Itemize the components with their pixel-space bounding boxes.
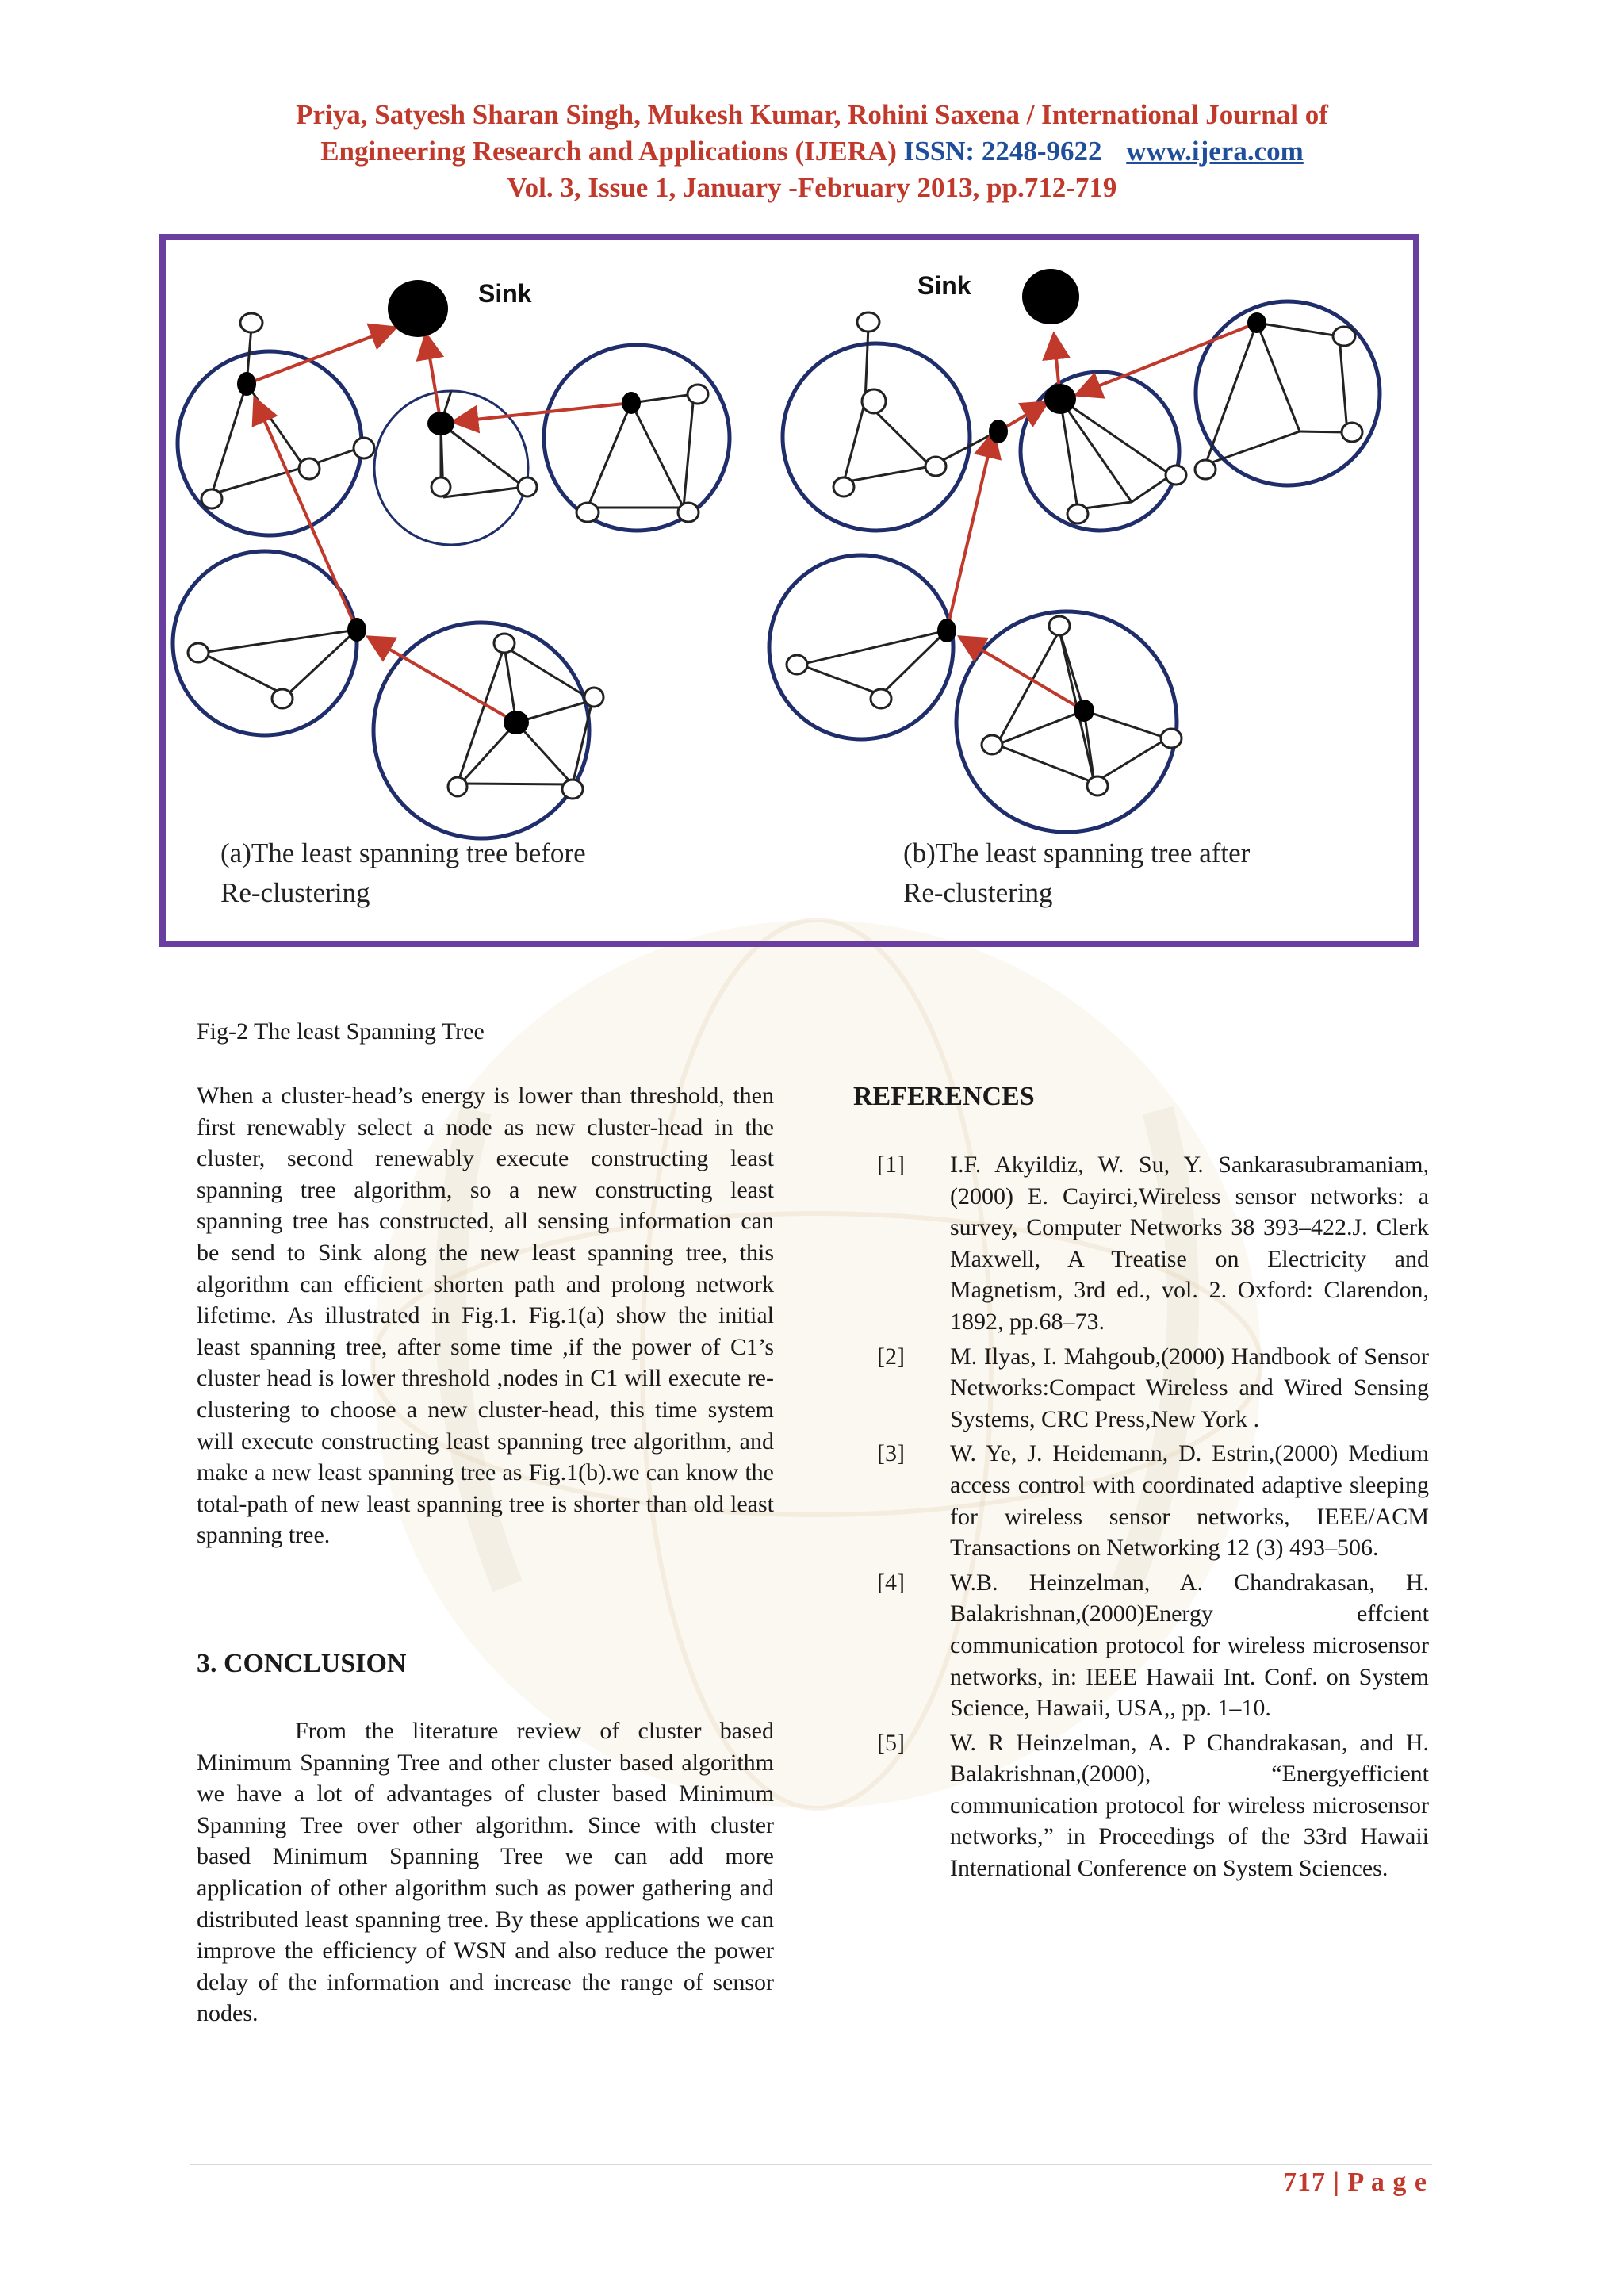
reference-number: [5]: [877, 1729, 905, 1756]
running-header: [0, 97, 1624, 206]
header-authors: Priya, Satyesh Sharan Singh, Mukesh Kumar, Rohini Saxena / International Journal of: [296, 99, 1328, 130]
cluster-circle: [956, 611, 1177, 832]
sink-label-a: Sink: [478, 279, 532, 308]
cluster-head-node: [1074, 700, 1094, 722]
reference-list: [877, 1149, 1429, 1888]
reference-number: [1]: [877, 1152, 905, 1178]
cluster-head-node: [937, 619, 956, 642]
body-paragraph: [197, 1080, 774, 1551]
cluster-head-node: [504, 711, 529, 734]
figure-2-box: [159, 234, 1419, 947]
figure-caption: Fig-2 The least Spanning Tree: [197, 1018, 485, 1045]
cluster-head-node: [989, 420, 1008, 443]
conclusion-heading: 3. CONCLUSION: [197, 1649, 407, 1678]
reference-number: [3]: [877, 1440, 905, 1467]
reference-text: W. Ye, J. Heidemann, D. Estrin,(2000) Medium access control with coordinated adaptive sleeping for wireless sensor networks, IEEE/ACM Transactions on Networking 12 (3) 493–506.: [950, 1440, 1429, 1562]
references-heading: REFERENCES: [853, 1082, 1035, 1111]
conclusion-paragraph: From the literature review of cluster based Minimum Spanning Tree and other cluster based algorithm we have a lot of advantages of cluster based Minimum Spanning Tree over other algorithm. Since with cluster based Minimum Spanning Tree we can add more application of other algorithm such as power gathering and distributed least spanning tree. By these applications we can improve the efficiency of WSN and also reduce the power delay of the information and increase the range of sensor nodes.: [197, 1718, 774, 2027]
reference-text: I.F. Akyildiz, W. Su, Y. Sankarasubramaniam,(2000) E. Cayirci,Wireless sensor networks: a survey, Computer Networks 38 393–422.J. Clerk Maxwell, A Treatise on Electricity and Magnetism, 3rd ed., vol. 2. Oxford: Clarendon, 1892, pp.68–73.: [950, 1152, 1429, 1335]
reference-item: [877, 1149, 1429, 1338]
reference-item: [877, 1341, 1429, 1435]
conclusion-text: [197, 1715, 774, 2030]
cluster-head-node: [237, 372, 256, 396]
header-issn: ISSN: 2248-9622: [903, 136, 1102, 167]
reference-item: [877, 1727, 1429, 1884]
reference-text: W. R Heinzelman, A. P Chandrakasan, and H. Balakrishnan,(2000), “Energyefficient communication protocol for wireless microsensor networks,” in Proceedings of the 33rd Hawaii International Conference on System Sciences.: [950, 1729, 1429, 1882]
subcaption-a: (a)The least spanning tree before Re-clustering: [220, 838, 586, 908]
cluster-head-node: [1044, 384, 1076, 414]
footer-divider: [190, 2164, 1432, 2165]
panel-a: [173, 279, 730, 838]
reference-number: [2]: [877, 1343, 905, 1370]
cluster-head-node: [1247, 312, 1266, 333]
cluster-circle: [769, 555, 953, 739]
sink-node: [388, 280, 448, 337]
cluster-head-node: [427, 412, 454, 435]
cluster-head-node: [622, 392, 641, 414]
sink-label-b: Sink: [917, 271, 971, 300]
reference-item: [877, 1438, 1429, 1563]
subcaption-b: (b)The least spanning tree after Re-clustering: [903, 838, 1251, 908]
cluster-head-node: [347, 618, 366, 642]
reference-text: M. Ilyas, I. Mahgoub,(2000) Handbook of Sensor Networks:Compact Wireless and Wired Sensing Systems, CRC Press,New York .: [950, 1343, 1429, 1432]
panel-b: [769, 269, 1380, 832]
header-journal-name: Engineering Research and Applications (IJERA): [320, 136, 897, 167]
body-paragraph-text: When a cluster-head’s energy is lower than threshold, then first renewably select a node as new cluster-head in the cluster, second renewably execute constructing least spanning tree algorithm, so a new constructing least spanning tree has constructed, all sensing information can be send to Sink along the new least spanning tree, this algorithm can efficient shorten path and prolong network lifetime. As illustrated in Fig.1. Fig.1(a) show the initial least spanning tree, after some time ,if the power of C1’s cluster head is lower threshold ,nodes in C1 will execute re-clustering to choose a new cluster-head, this time system will execute constructing least spanning tree algorithm, and make a new least spanning tree as Fig.1(b).we can know the total-path of new least spanning tree is shorter than old least spanning tree.: [197, 1083, 774, 1549]
cluster-circle: [783, 343, 970, 531]
reference-number: [4]: [877, 1569, 905, 1596]
reference-item: [877, 1567, 1429, 1724]
page-number: 717 | P a g e: [1283, 2168, 1427, 2197]
cluster-circle: [374, 391, 528, 545]
header-volume: Vol. 3, Issue 1, January -February 2013, pp.712-719: [507, 172, 1117, 203]
sink-node: [1022, 269, 1079, 324]
reference-text: W.B. Heinzelman, A. Chandrakasan, H. Balakrishnan,(2000)Energy effcient communication protocol for wireless microsensor networks, in: IEEE Hawaii Int. Conf. on System Science, Hawaii, USA,, pp. 1–10.: [950, 1569, 1429, 1722]
cluster-circle: [373, 623, 589, 838]
header-journal: [0, 133, 1624, 170]
cluster-circle: [178, 351, 362, 535]
header-url-link[interactable]: www.ijera.com: [1126, 136, 1304, 167]
cluster-circle: [544, 345, 730, 531]
